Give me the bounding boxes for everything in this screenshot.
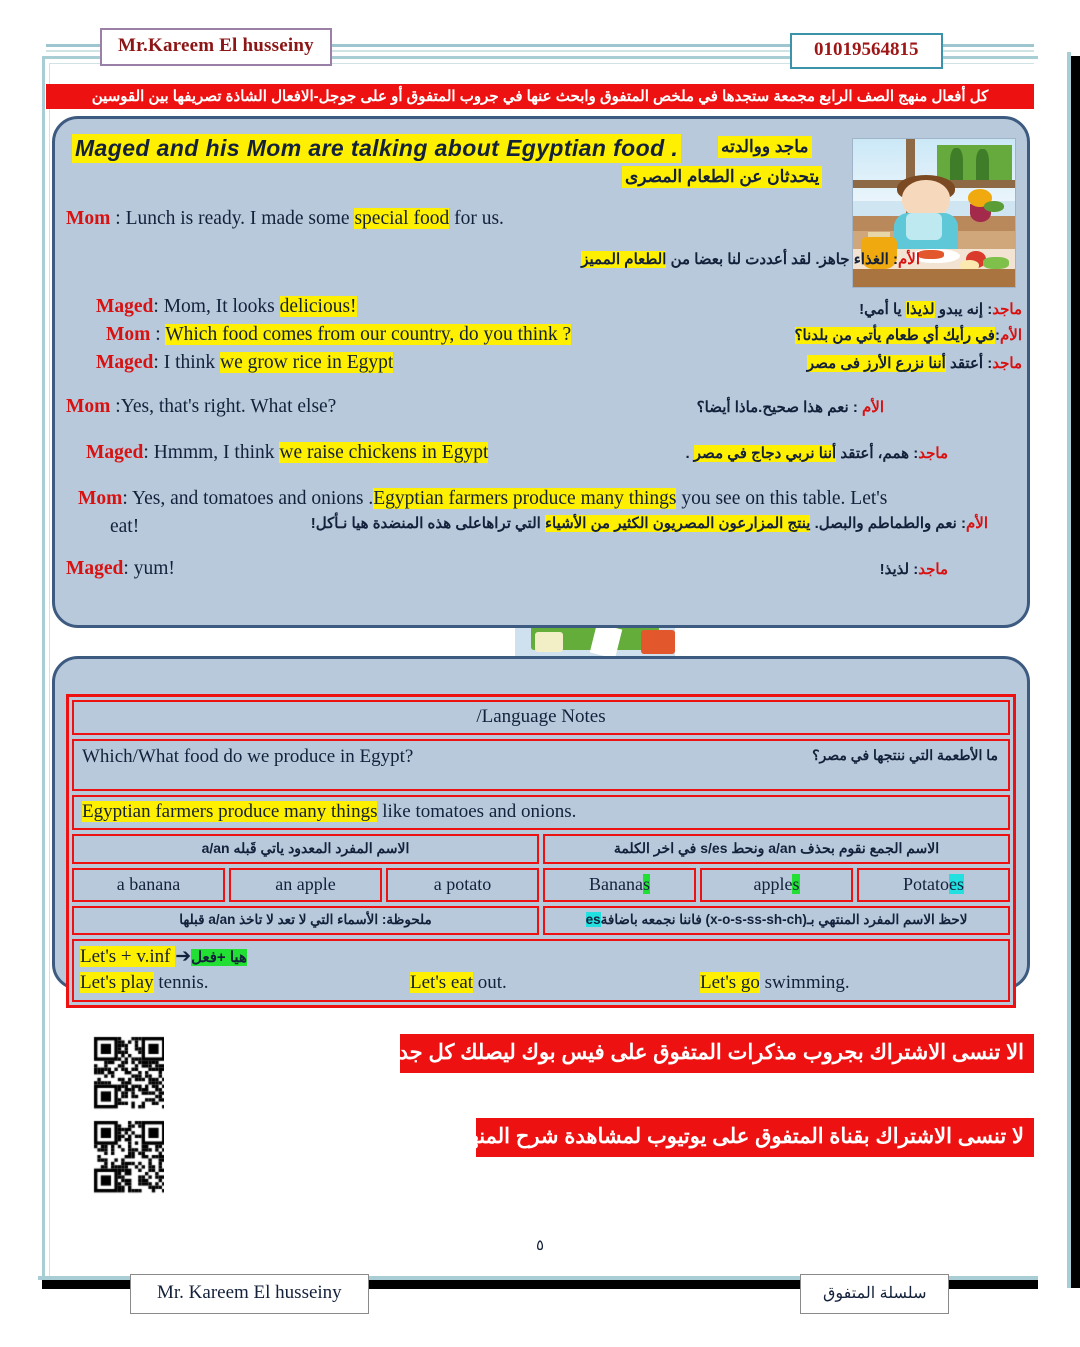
example-plural-1 bbox=[700, 868, 853, 902]
speaker-label-ar: ماجد bbox=[918, 561, 948, 578]
language-notes-question-row bbox=[72, 739, 1010, 791]
language-notes-title: /Language Notes bbox=[476, 706, 606, 727]
lets-example-highlight: Let's go bbox=[700, 972, 760, 993]
header-phone-number: 01019564815 bbox=[790, 33, 943, 69]
dialogue-line-en-0 bbox=[66, 208, 504, 230]
language-notes-statement-row bbox=[72, 795, 1010, 830]
page-edge-shadow-right bbox=[1071, 56, 1080, 1288]
plural-suffix: s bbox=[792, 874, 800, 894]
line-highlight-ar: لذيذا bbox=[905, 301, 935, 318]
line-text-ar-tail: التي تراهاعلى هذه المنضدة هيا نـأكل! bbox=[310, 515, 545, 532]
line-text-tail: for us. bbox=[449, 208, 504, 229]
dialogue-line-ar-5 bbox=[685, 444, 948, 462]
line-highlight: delicious! bbox=[279, 296, 357, 317]
lets-formula-arabic: هيا +فعل bbox=[191, 949, 247, 966]
example-plural-2 bbox=[857, 868, 1010, 902]
footer-teacher-name: Mr. Kareem El husseiny bbox=[130, 1274, 369, 1314]
dialogue-line-en-6-cont: eat! bbox=[110, 516, 140, 537]
speaker-label: Maged bbox=[96, 352, 154, 373]
line-highlight: Egyptian farmers produce many things bbox=[373, 488, 677, 509]
header-announcement-banner: كل أفعال منهج الصف الرابع مجمعة ستجدها في ملخص المتفوق وابحث عنها في جروب المتفوق أو على جوجل-الافعال الشاذة تصريفها بين القوسين bbox=[46, 84, 1034, 109]
lets-example-1 bbox=[410, 972, 700, 994]
speaker-label: Mom bbox=[106, 324, 151, 345]
promo-youtube-banner: لا تنسى الاشتراك بقناة المتفوق على يوتيوب لمشاهدة شرح المنهج bbox=[476, 1118, 1034, 1157]
note-es-rule bbox=[543, 906, 1010, 935]
dialogue-line-en-1 bbox=[96, 296, 357, 318]
dialogue-line-en-2 bbox=[106, 324, 571, 346]
line-highlight-ar: أننا نربي دجاج في مصر bbox=[693, 445, 837, 462]
dialogue-title-english bbox=[72, 134, 681, 163]
lets-example-2 bbox=[700, 972, 850, 994]
speaker-label: Maged bbox=[66, 558, 124, 579]
line-highlight-ar: ينتج المزارعون المصريون الكثير من الأشياء bbox=[544, 515, 811, 532]
line-text: :Yes, that's right. What else? bbox=[110, 396, 337, 417]
dialogue-line-ar-3 bbox=[807, 354, 1022, 372]
example-plural-0 bbox=[543, 868, 696, 902]
line-text: : Hmmm, I think bbox=[143, 442, 280, 463]
line-text: : bbox=[150, 324, 166, 345]
dialogue-title-en-text: Maged and his Mom are talking about Egyptian food . bbox=[75, 135, 679, 161]
dialogue-line-en-7 bbox=[66, 558, 175, 580]
speaker-label-ar: الأم bbox=[897, 251, 920, 268]
plural-suffix: es bbox=[949, 874, 964, 894]
note-uncountable: ملحوظة: الأسماء التي لا تعد لا تاخذ a/an قبلها bbox=[72, 906, 539, 935]
line-text-ar: : لذيذ! bbox=[879, 561, 919, 578]
lets-structure-row bbox=[72, 939, 1010, 1002]
line-text: : Mom, It looks bbox=[153, 296, 280, 317]
line-text-tail: you see on this table. Let's bbox=[676, 488, 888, 509]
dialogue-line-ar-0 bbox=[581, 250, 920, 268]
statement-rest: like tomatoes and onions. bbox=[377, 801, 577, 822]
question-english: Which/What food do we produce in Egypt? bbox=[82, 746, 414, 767]
line-text-ar: : أعتقد bbox=[945, 355, 993, 372]
speaker-label-ar: ماجد bbox=[992, 355, 1022, 372]
dialogue-line-ar-1 bbox=[859, 300, 1022, 318]
note-es-rule-text: لاحظ الاسم المفرد المنتهي بـ(x-o-s-ss-sh-ch) فاننا نجمعه باضافة bbox=[600, 912, 968, 927]
promo-facebook-banner: الا تنسى الاشتراك بجروب مذكرات المتفوق على فيس بوك ليصلك كل جديد bbox=[400, 1034, 1034, 1073]
plural-stem: Potato bbox=[902, 874, 949, 894]
qr-code-facebook[interactable] bbox=[92, 1034, 164, 1110]
notes-row bbox=[72, 906, 1010, 935]
plural-stem: apple bbox=[753, 874, 793, 894]
lets-example-rest: out. bbox=[473, 972, 507, 993]
page-number: ٥ bbox=[535, 1237, 545, 1254]
line-text: : yum! bbox=[123, 558, 175, 579]
note-es-highlight: es bbox=[585, 912, 601, 927]
speaker-label-ar: الأم bbox=[861, 399, 884, 416]
dialogue-line-en-3 bbox=[96, 352, 393, 374]
dialogue-line-ar-6 bbox=[311, 514, 988, 532]
plural-stem: Banana bbox=[589, 874, 643, 894]
line-highlight-ar: أننا نزرع الأرز فى مصر bbox=[806, 355, 946, 372]
question-arabic: ما الأطعمة التي ننتجها في مصر؟ bbox=[812, 747, 998, 763]
line-text: : Yes, and tomatoes and onions . bbox=[122, 488, 374, 509]
line-text-ar-tail: . bbox=[685, 445, 694, 462]
example-singular-0: a banana bbox=[72, 868, 225, 902]
line-text: : I think bbox=[153, 352, 221, 373]
dialogue-line-ar-7 bbox=[880, 560, 948, 578]
line-text-ar: : bbox=[994, 327, 1000, 344]
dialogue-title-arabic-inline: ماجد ووالدته bbox=[718, 136, 812, 158]
language-notes-table bbox=[66, 694, 1016, 1008]
lets-formula: Let's + v.inf bbox=[80, 946, 176, 967]
line-text-ar: : نعم والطماطم والبصل. bbox=[810, 515, 966, 532]
lets-example-rest: tennis. bbox=[153, 972, 209, 993]
qr-code-youtube[interactable] bbox=[92, 1118, 164, 1194]
line-text-ar-tail: يا أمي! bbox=[859, 301, 906, 318]
example-singular-2: a potato bbox=[386, 868, 539, 902]
line-text-ar: : الغذاء جاهز. لقد أعددت لنا بعضا من bbox=[666, 251, 898, 268]
speaker-label: Mom bbox=[78, 488, 123, 509]
header-teacher-name: Mr.Kareem El husseiny bbox=[100, 28, 332, 66]
dialogue-line-ar-2 bbox=[795, 326, 1022, 344]
language-notes-title-row bbox=[72, 700, 1010, 735]
speaker-label: Mom bbox=[66, 396, 111, 417]
line-highlight: we grow rice in Egypt bbox=[220, 352, 394, 373]
speaker-label: Mom bbox=[66, 208, 111, 229]
speaker-label-ar: الأم bbox=[965, 515, 988, 532]
lets-arrow-icon: ➔ bbox=[175, 946, 192, 967]
line-highlight-ar: في رأيك أي طعام يأتي من بلدنا؟ bbox=[794, 327, 995, 344]
lets-example-highlight: Let's eat bbox=[410, 972, 474, 993]
line-text-ar: : همم، أعتقد bbox=[836, 445, 919, 462]
examples-row bbox=[72, 868, 1010, 902]
speaker-label-ar: ماجد bbox=[918, 445, 948, 462]
dialogue-title-arabic-sub: يتحدثان عن الطعام المصرى bbox=[622, 166, 822, 188]
line-highlight-ar: الطعام المميز bbox=[581, 251, 667, 268]
speaker-label: Maged bbox=[96, 296, 154, 317]
dialogue-line-en-4 bbox=[66, 396, 336, 418]
dialogue-line-en-5 bbox=[86, 442, 488, 464]
lets-example-0 bbox=[80, 972, 410, 994]
statement-highlight: Egyptian farmers produce many things bbox=[82, 801, 378, 822]
plural-suffix: s bbox=[642, 874, 650, 894]
line-text-ar: : نعم هذا صحيح.ماذا أيضا؟ bbox=[696, 399, 862, 416]
lets-example-rest: swimming. bbox=[759, 972, 850, 993]
speaker-label-ar: الأم bbox=[999, 327, 1022, 344]
line-highlight: Which food comes from our country, do you think ? bbox=[165, 324, 572, 345]
line-highlight: we raise chickens in Egypt bbox=[279, 442, 489, 463]
footer-series-name: سلسلة المتفوق bbox=[800, 1274, 949, 1314]
speaker-label: Maged bbox=[86, 442, 144, 463]
rule-header-plural: الاسم الجمع نقوم بحذف a/an ونحط s/es في اخر الكلمة bbox=[543, 834, 1010, 864]
line-text-ar: : إنه يبدو bbox=[934, 301, 993, 318]
dialogue-line-ar-4 bbox=[697, 398, 884, 416]
line-text: : Lunch is ready. I made some bbox=[110, 208, 355, 229]
dialogue-line-en-6 bbox=[78, 488, 887, 510]
rule-header-singular: الاسم المفرد المعدود ياتي قَبله a/an bbox=[72, 834, 539, 864]
rule-headers-row bbox=[72, 834, 1010, 864]
speaker-label-ar: ماجد bbox=[992, 301, 1022, 318]
example-singular-1: an apple bbox=[229, 868, 382, 902]
lets-example-highlight: Let's play bbox=[80, 972, 154, 993]
line-highlight: special food bbox=[354, 208, 450, 229]
partial-food-image-sliver bbox=[515, 628, 675, 656]
